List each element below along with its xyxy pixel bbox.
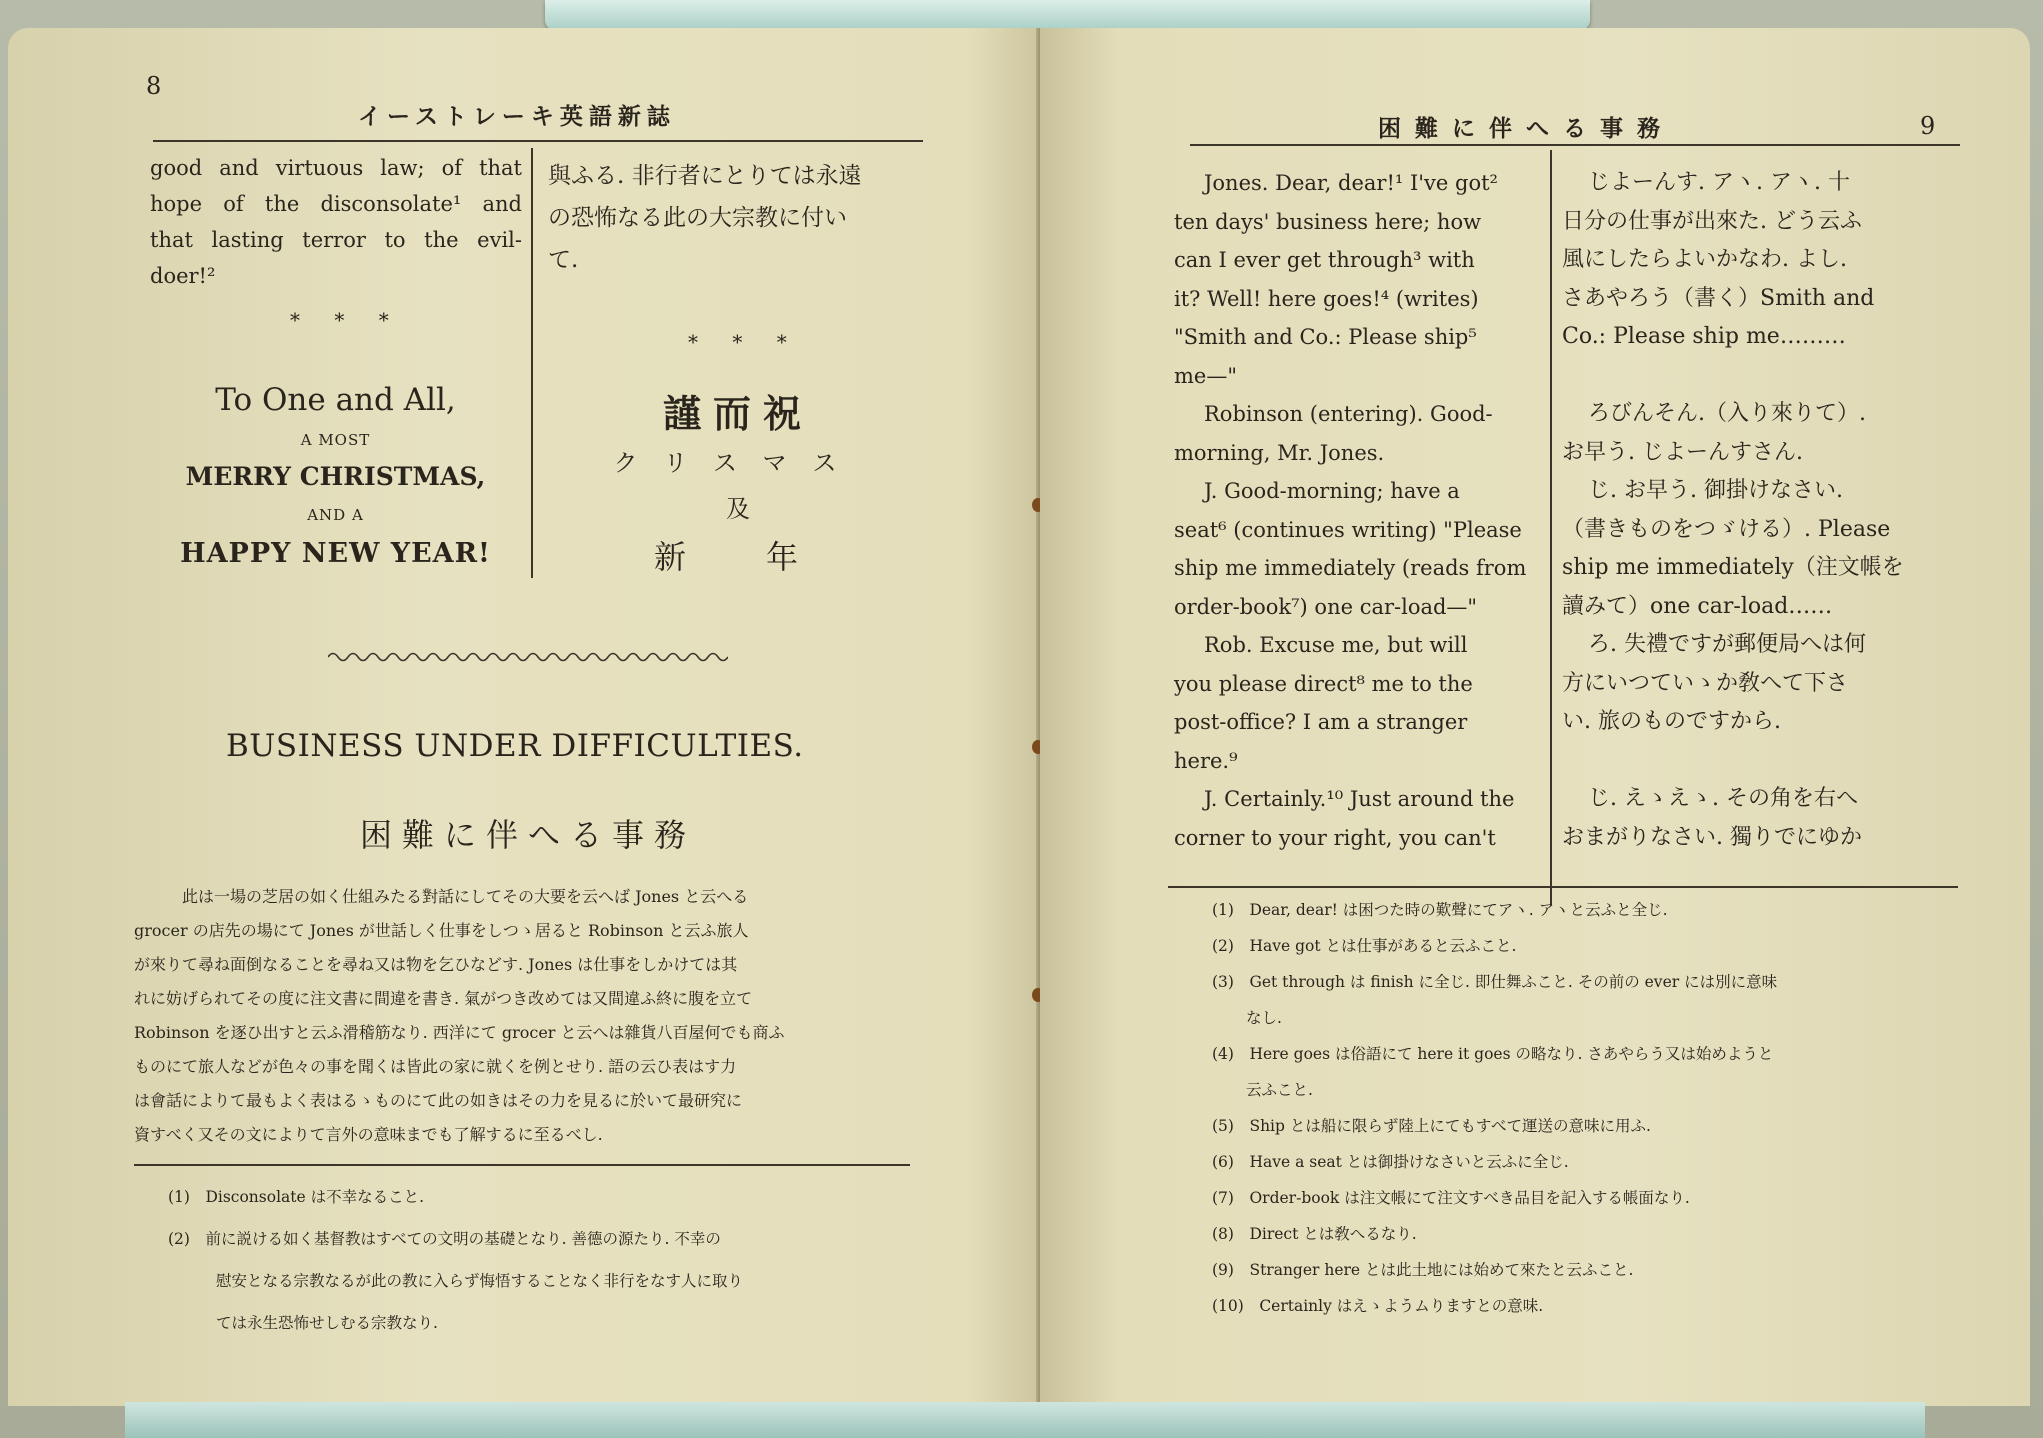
text-line	[1562, 742, 1982, 781]
text-line: 讀みて）one car-load……	[1562, 593, 1833, 619]
text-line: 方にいつていゝか敎へて下さ	[1562, 670, 1849, 696]
greeting-line: A MOST	[300, 431, 371, 449]
article-intro	[134, 880, 910, 1152]
text-line: （書きものをつゞける）. Please	[1562, 516, 1891, 542]
left-col-ja	[548, 158, 928, 278]
text-line: J. Certainly.¹⁰ Just around the	[1204, 787, 1515, 811]
text-line: じ. えゝえゝ. その角を右へ	[1588, 786, 1858, 811]
text-line: "Smith and Co.: Please ship⁵	[1174, 325, 1477, 349]
text-line: ten days' business here; how	[1174, 209, 1482, 234]
text-line: 風にしたらよいかなわ. よし.	[1562, 247, 1847, 272]
stars-ornament: * * *	[290, 308, 403, 332]
text-line: ろ. 失禮ですが郵便局へは何	[1588, 632, 1866, 657]
footnote: (7) Order-book は注文帳にて注文すべき品目を記入する帳面なり.	[1212, 1189, 1690, 1207]
greeting-line: 謹而祝	[662, 391, 813, 436]
text-line: Robinson を逐ひ出すと云ふ滑稽筋なり. 西洋にて grocer と云へは雜貨八百屋何でも商ふ	[134, 1023, 785, 1042]
footnote: (3) Get through は finish に全じ. 即仕舞ふこと. その前の ever には別に意味	[1212, 973, 1778, 991]
left-page	[8, 28, 1050, 1406]
footnote: (5) Ship とは船に限らず陸上にてもすべて運送の意味に用ふ.	[1212, 1117, 1651, 1135]
dialogue-en	[1174, 164, 1574, 857]
glass-plate-top	[545, 0, 1590, 30]
text-line: ろびんそん.（入り來りて）.	[1588, 401, 1866, 426]
greeting-line: MERRY CHRISTMAS,	[185, 462, 486, 491]
text-line: は會話によりて最もよく表はるゝものにて此の如きはその力を見るに於いて最研究に	[134, 1091, 743, 1110]
glass-plate-bottom	[125, 1402, 1925, 1438]
footnote: (2) 前に説ける如く基督教はすべての文明の基礎となり. 善德の源たり. 不幸の	[168, 1230, 721, 1248]
text-line: Robinson (entering). Good-	[1204, 402, 1493, 426]
text-line: here.⁹	[1174, 748, 1238, 773]
text-line: ものにて旅人などが色々の事を聞くは皆此の家に就くを例とせり. 語の云ひ表はす力	[134, 1057, 737, 1076]
text-line: J. Good-morning; have a	[1204, 479, 1460, 503]
text-line: さあやろう（書く）Smith and	[1562, 285, 1875, 311]
greeting-line: クリスマス	[613, 449, 863, 477]
text-line: が來りて尋ね面倒なることを尋ね又は物を乞ひなどす. Jones は仕事をしかけては其	[134, 955, 738, 974]
greeting-en	[148, 378, 523, 574]
text-line: seat⁶ (continues writing) "Please	[1174, 517, 1522, 542]
text-line: 日分の仕事が出來た. どう云ふ	[1562, 208, 1862, 234]
text-line: おまがりなさい. 獨りでにゆか	[1562, 824, 1862, 850]
text-line: じよーんす. アヽ. アヽ. 十	[1588, 170, 1850, 195]
footnote: 慰安となる宗教なるが此の教に入らず悔悟することなく非行をなす人に取り	[216, 1272, 744, 1290]
text-line: grocer の店先の場にて Jones が世話しく仕事をしつゝ居ると Robinson と云ふ旅人	[134, 921, 749, 940]
footnote: (6) Have a seat とは御掛けなさいと云ふに全じ.	[1212, 1153, 1569, 1171]
greeting-line: HAPPY NEW YEAR!	[180, 538, 491, 569]
text-line: that lasting terror to the evil-	[150, 228, 522, 252]
dialogue-ja	[1562, 164, 1982, 857]
text-line: Jones. Dear, dear!¹ I've got²	[1204, 171, 1498, 195]
article-title-ja: 困難に伴へる事務	[360, 816, 697, 854]
text-line: て.	[548, 247, 579, 273]
text-line: お早う. じよーんすさん.	[1562, 439, 1803, 465]
text-line: 與ふる. 非行者にとりては永遠	[548, 163, 862, 189]
footnote: (1) Disconsolate は不幸なること.	[168, 1188, 425, 1206]
text-line: い. 旅のものですから.	[1562, 709, 1781, 734]
footnote: (9) Stranger here とは此土地には始めて來たと云ふこと.	[1212, 1261, 1634, 1279]
text-line: it? Well! here goes!⁴ (writes)	[1174, 286, 1479, 311]
left-col-en	[150, 150, 522, 294]
text-line: can I ever get through³ with	[1174, 248, 1475, 272]
text-line: Rob. Excuse me, but will	[1204, 633, 1468, 657]
footnote: (10) Certainly はえゝようムりますとの意味.	[1212, 1297, 1544, 1315]
greeting-line: To One and All,	[215, 382, 456, 418]
left-footnotes	[168, 1176, 908, 1344]
footnote-rule	[1168, 886, 1958, 888]
left-page-number: 8	[146, 72, 162, 100]
text-line: order-book⁷) one car-load—"	[1174, 594, 1478, 619]
text-line: じ. お早う. 御掛けなさい.	[1588, 478, 1843, 503]
text-line	[1562, 357, 1982, 396]
text-line: morning, Mr. Jones.	[1174, 440, 1385, 465]
text-line: Co.: Please ship me………	[1562, 324, 1846, 349]
footnote: (8) Direct とは敎へるなり.	[1212, 1225, 1417, 1243]
footnote: (1) Dear, dear! は困つた時の歎聲にてアヽ. アヽと云ふと全じ.	[1212, 901, 1668, 919]
footnote: (2) Have got とは仕事があると云ふこと.	[1212, 937, 1517, 955]
text-line: doer!²	[150, 264, 216, 288]
footnote: 云ふこと.	[1246, 1081, 1313, 1099]
text-line: ship me immediately (reads from	[1174, 556, 1527, 580]
left-running-header: イーストレーキ英語新誌	[358, 103, 676, 130]
right-page	[1040, 28, 2030, 1406]
text-line: good and virtuous law; of that	[150, 156, 522, 180]
stars-ornament: * * *	[688, 330, 801, 354]
text-line: hope of the disconsolate¹ and	[150, 192, 522, 216]
text-line: ship me immediately（注文帳を	[1562, 555, 1904, 580]
footnote-rule	[134, 1164, 910, 1166]
text-line: you please direct⁸ me to the	[1174, 671, 1473, 696]
text-line: me—"	[1174, 363, 1237, 388]
text-line: post-office? I am a stranger	[1174, 710, 1468, 734]
greeting-line: 及	[726, 495, 750, 523]
right-footnotes	[1212, 892, 1972, 1324]
column-divider	[531, 148, 533, 578]
greeting-line: 新 年	[653, 538, 822, 576]
footnote: なし.	[1246, 1009, 1282, 1027]
greeting-ja	[553, 388, 923, 582]
column-divider	[1550, 150, 1552, 905]
text-line: 此は一場の芝居の如く仕組みたる對話にしてその大要を云へば Jones と云へる	[182, 887, 749, 906]
header-rule	[153, 140, 923, 142]
text-line: corner to your right, you can't	[1174, 825, 1496, 850]
article-title: BUSINESS UNDER DIFFICULTIES.	[226, 728, 804, 764]
greeting-line: AND A	[307, 506, 364, 524]
wavy-divider	[328, 650, 728, 664]
text-line: 資すべく又その文によりて言外の意味までも了解するに至るべし.	[134, 1125, 603, 1144]
text-line: の恐怖なる此の大宗教に付い	[548, 205, 847, 231]
footnote: ては永生恐怖せしむる宗教なり.	[216, 1314, 438, 1332]
header-rule	[1190, 144, 1960, 146]
right-page-number: 9	[1920, 112, 1936, 140]
right-running-header: 困難に伴へる事務	[1378, 115, 1674, 142]
footnote: (4) Here goes は俗語にて here it goes の略なり. さあやらう又は始めようと	[1212, 1045, 1774, 1063]
text-line: れに妨げられてその度に注文書に間違を書き. 氣がつき改めては又間違ふ終に腹を立て	[134, 989, 753, 1008]
